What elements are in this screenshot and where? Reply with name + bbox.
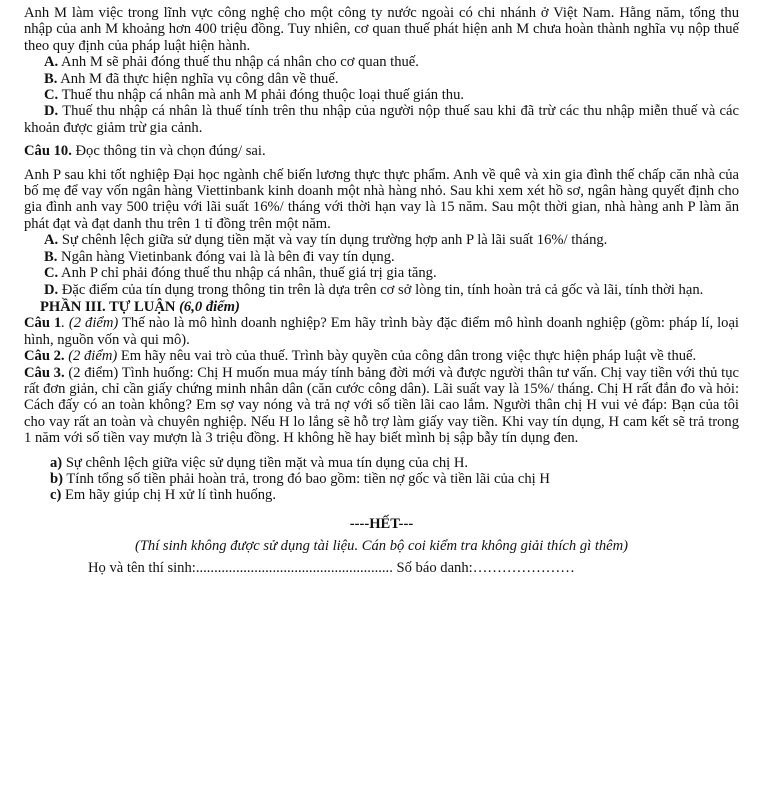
- sub-key: c): [50, 487, 62, 504]
- question-label: Câu 3.: [24, 364, 65, 381]
- option-key: D.: [44, 281, 59, 298]
- option-key: C.: [44, 265, 59, 282]
- q9-option-a: [24, 54, 739, 70]
- candidate-info-line: Họ và tên thí sinh:...................................................... Số báo danh:…………………: [88, 559, 575, 576]
- question-text: Em hãy nêu vai trò của thuế. Trình bày quyền của công dân trong việc thực hiện pháp luật về thuế.: [117, 348, 697, 365]
- option-text: Sự chênh lệch giữa sử dụng tiền mặt và vay tín dụng trường hợp anh P là lãi suất 16%/ tháng.: [58, 232, 608, 249]
- part-title: PHẦN III. TỰ LUẬN: [40, 298, 176, 315]
- q3-sub-a: [24, 455, 739, 471]
- sub-text: Tính tổng số tiền phải hoàn trả, trong đó bao gồm: tiền nợ gốc và tiền lãi của chị H: [62, 470, 550, 487]
- essay-question-1: [24, 315, 739, 348]
- option-key: D.: [44, 103, 59, 120]
- sub-text: Sự chênh lệch giữa việc sử dụng tiền mặt và mua tín dụng của chị H.: [62, 454, 469, 471]
- question-prompt: Đọc thông tin và chọn đúng/ sai.: [71, 143, 266, 160]
- option-text: Anh M đã thực hiện nghĩa vụ công dân về thuế.: [57, 70, 339, 87]
- question-label: Câu 1: [24, 315, 62, 332]
- q9-option-b: [24, 71, 739, 87]
- question-text: Thế nào là mô hình doanh nghiệp? Em hãy trình bày đặc điểm mô hình doanh nghiệp (gồm: pháp lí, loại hình, nguồn vốn và qui mô).: [24, 315, 739, 348]
- essay-question-3: [24, 365, 739, 447]
- q9-option-c: [24, 87, 739, 103]
- question-10-title: [24, 143, 739, 159]
- q10-option-c: [24, 265, 739, 281]
- q10-option-d: [24, 282, 739, 298]
- option-key: A.: [44, 54, 59, 71]
- question-text: (2 điểm) Tình huống: Chị H muốn mua máy tính bảng đời mới và được người thân tư vấn. Chị vay tiền với thủ tục rất đơn giản, chỉ cần giấy chứng minh nhân dân (căn cước công dân). Lãi suất vay là 15%/ tháng. Chị H rất đắn đo và hỏi: Cách đấy có an toàn không? Em sợ vay nóng và trả nợ với số tiền lãi cao lắm. Người thân chị H vui vẻ đáp: Bạn của tôi cho vay rất an toàn và chuyên nghiệp. Nếu H lo lắng sẽ hỗ trợ làm giấy vay tiền. Khi vay tín dụng, H cam kết sẽ trả trong 1 năm với số tiền vay mượn là 3 triệu đồng. H không hề hay biết mình bị sập bẫy tín dụng đen.: [24, 364, 739, 447]
- question-label: Câu 2.: [24, 348, 65, 365]
- q9-option-d: [24, 103, 739, 136]
- q10-option-b: [24, 249, 739, 265]
- question-9-passage: Anh M làm việc trong lĩnh vực công nghệ cho một công ty nước ngoài có chi nhánh ở Việt Nam. Hằng năm, tổng thu nhập của anh M khoảng hơn 400 triệu đồng. Tuy nhiên, cơ quan thuế phát hiện anh M chưa hoàn thành nghĩa vụ nộp thuế theo quy định của pháp luật hiện hành.: [24, 5, 739, 54]
- option-text: Ngân hàng Vietinbank đóng vai là là bên đi vay tín dụng.: [57, 248, 395, 265]
- option-text: Anh P chỉ phải đóng thuế thu nhập cá nhân, thuế giá trị gia tăng.: [58, 265, 437, 282]
- option-text: Thuế thu nhập cá nhân mà anh M phải đóng thuộc loại thuế gián thu.: [58, 87, 465, 104]
- sub-key: a): [50, 454, 63, 471]
- sub-key: b): [50, 470, 63, 487]
- q3-sub-b: [24, 471, 739, 487]
- q10-option-a: [24, 232, 739, 248]
- option-key: C.: [44, 87, 59, 104]
- essay-question-2: [24, 348, 739, 364]
- exam-note: (Thí sinh không được sử dụng tài liệu. Cán bộ coi kiểm tra không giải thích gì thêm): [134, 538, 629, 555]
- end-mark: ----HẾT---: [349, 515, 414, 532]
- option-key: B.: [44, 248, 58, 265]
- sub-text: Em hãy giúp chị H xử lí tình huống.: [61, 487, 276, 504]
- question-points: (2 điểm): [64, 348, 118, 365]
- question-10-passage: Anh P sau khi tốt nghiệp Đại học ngành chế biến lương thực thực phẩm. Anh về quê và xin gia đình thế chấp căn nhà của bố mẹ để vay vốn ngân hàng Viettinbank kinh doanh một nhà hàng nhỏ. Sau khi xem xét hồ sơ, ngân hàng quyết định cho gia đình anh vay 500 triệu với lãi suất 16%/ tháng với thời hạn vay là 15 năm. Sau một thời gian, nhà hàng anh P làm ăn phát đạt và đạt danh thu trên 1 tỉ đồng trên một năm.: [24, 166, 739, 232]
- question-points: . (2 điểm): [61, 315, 119, 332]
- option-text: Anh M sẽ phải đóng thuế thu nhập cá nhân cho cơ quan thuế.: [58, 54, 419, 71]
- option-key: B.: [44, 70, 58, 87]
- part-3-heading: [24, 299, 739, 315]
- option-text: Đặc điểm của tín dụng trong thông tin trên là dựa trên cơ sở lòng tin, tính hoàn trả cả gốc và lãi, tính thời hạn.: [58, 281, 704, 298]
- option-text: Thuế thu nhập cá nhân là thuế tính trên thu nhập của người nộp thuế sau khi đã trừ các thu nhập miễn thuế và các khoản được giảm trừ gia cảnh.: [24, 103, 739, 136]
- q3-sub-c: [24, 487, 739, 503]
- question-label: Câu 10.: [24, 143, 72, 160]
- part-points: (6,0 điểm): [175, 298, 240, 315]
- option-key: A.: [44, 232, 59, 249]
